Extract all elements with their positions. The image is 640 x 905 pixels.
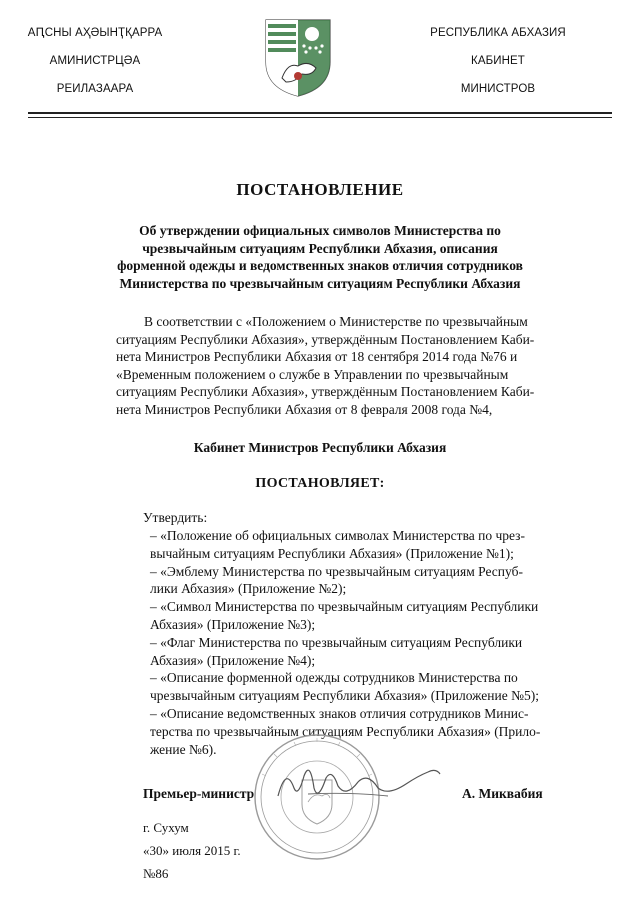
signer-name: А. Миквабия (462, 786, 543, 801)
header-rule-thin (28, 117, 612, 118)
list-item-line: – «Описание ведомственных знаков отличия сотрудников Минис- (150, 705, 529, 721)
subject-line: Министерства по чрезвычайным ситуациям Республики Абхазия (119, 275, 521, 291)
preamble-line: В соответствии с «Положением о Министерстве по чрезвычайным (144, 314, 528, 329)
preamble-line: нета Министров Республики Абхазия от 8 февраля 2008 года №4, (116, 401, 493, 417)
signature-icon (268, 758, 448, 808)
preamble-paragraph (116, 313, 586, 418)
document-subject (60, 222, 580, 292)
list-item-line: – «Положение об официальных символах Министерства по чрез- (150, 528, 526, 543)
list-item-line: вычайным ситуациям Республики Абхазия» (Приложение №1); (150, 545, 514, 561)
list-item-line: – «Эмблему Министерства по чрезвычайным ситуациям Респуб- (150, 563, 523, 579)
cabinet-heading: Кабинет Министров Республики Абхазия (193, 440, 447, 455)
header-right (418, 26, 578, 110)
header-left (20, 26, 170, 110)
document-title: ПОСТАНОВЛЕНИЕ (236, 180, 404, 199)
list-item-line: – «Символ Министерства по чрезвычайным ситуациям Республики (150, 599, 539, 615)
header-left-line-3: РЕИЛАЗААРА (56, 83, 134, 95)
header-right-line-3: МИНИСТРОВ (460, 83, 536, 95)
header-right-line-1: РЕСПУБЛИКА АБХАЗИЯ (430, 27, 566, 39)
list-item-line: чрезвычайным ситуациям Республики Абхазия» (Приложение №5); (150, 688, 539, 704)
list-item-line: жение №6). (150, 741, 217, 757)
list-item-line: терства по чрезвычайным ситуациям Республики Абхазия» (Прило- (150, 723, 541, 739)
list-item-line: Абхазия» (Приложение №4); (150, 652, 316, 668)
subject-line: форменной одежды и ведомственных знаков отличия сотрудников (117, 258, 523, 273)
header-rule-thick (28, 112, 612, 114)
list-item-line: – «Флаг Министерства по чрезвычайным ситуациям Республики (150, 634, 523, 650)
header-left-line-1: АԤСНЫ АҲӘЫНҬҚАРРА (27, 27, 163, 39)
resolves-heading: ПОСТАНОВЛЯЕТ: (255, 476, 385, 491)
header-left-line-2: АМИНИСТРЦӘА (49, 55, 141, 67)
issue-city: г. Сухум (143, 820, 189, 835)
subject-line: Об утверждении официальных символов Министерства по (139, 223, 501, 238)
approved-items-list (150, 527, 590, 758)
subject-line: чрезвычайным ситуациям Республики Абхазия, описания (142, 240, 498, 256)
list-item-line: – «Описание форменной одежды сотрудников Министерства по (150, 670, 518, 686)
document-number: №86 (143, 866, 169, 881)
issue-date: «30» июля 2015 г. (143, 843, 241, 858)
preamble-line: нета Министров Республики Абхазия от 18 сентября 2014 года №76 и (116, 349, 518, 364)
preamble-line: ситуациям Республики Абхазия», утверждённым Постановлением Каби- (116, 384, 535, 399)
preamble-line: «Временным положением о службе в Управлении по чрезвычайным (116, 366, 509, 382)
state-emblem-icon (262, 16, 334, 98)
list-item-line: лики Абхазия» (Приложение №2); (150, 581, 347, 597)
preamble-line: ситуациям Республики Абхазия», утверждённым Постановлением Каби- (116, 331, 535, 347)
list-item-line: Абхазия» (Приложение №3); (150, 616, 316, 632)
signer-title: Премьер-министр (143, 786, 255, 801)
header-right-line-2: КАБИНЕТ (471, 55, 525, 67)
approve-label: Утвердить: (143, 510, 208, 525)
